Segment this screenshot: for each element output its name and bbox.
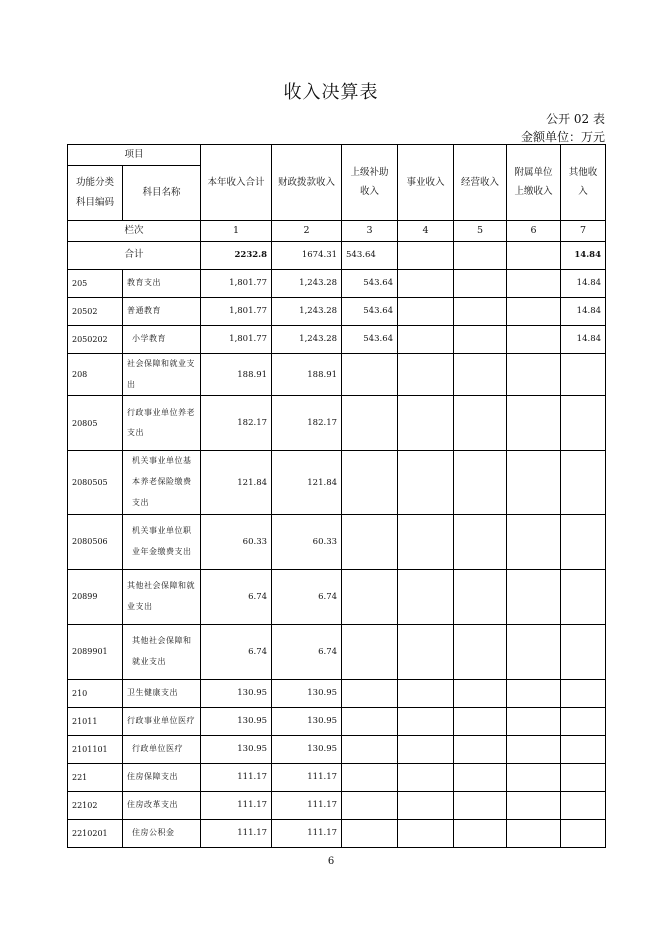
other-income-cell	[561, 396, 606, 451]
other-income-cell	[561, 569, 606, 624]
col-number-3: 3	[342, 220, 398, 241]
total-income-cell: 6.74	[201, 624, 272, 679]
affiliated-income-cell	[507, 396, 561, 451]
subject-name: 住房改革支出	[123, 791, 201, 819]
total-row	[68, 241, 606, 269]
operating-income-cell	[454, 763, 507, 791]
fiscal-income-cell: 121.84	[272, 451, 342, 514]
table-body	[68, 269, 606, 847]
other-income-cell	[561, 679, 606, 707]
affiliated-income-cell	[507, 791, 561, 819]
total-income-cell: 1,801.77	[201, 325, 272, 353]
affiliated-income-cell	[507, 763, 561, 791]
subject-name: 小学教育	[123, 325, 201, 353]
affiliated-income-cell	[507, 624, 561, 679]
business-income-cell	[398, 297, 454, 325]
subject-name: 住房公积金	[123, 819, 201, 847]
operating-income-cell	[454, 297, 507, 325]
business-income-cell	[398, 679, 454, 707]
subject-name: 机关事业单位基本养老保险缴费支出	[123, 451, 201, 514]
total-label: 合计	[68, 241, 201, 269]
fiscal-income-cell: 60.33	[272, 514, 342, 569]
fiscal-income-cell: 182.17	[272, 396, 342, 451]
page-number: 6	[327, 856, 335, 867]
other-income-cell: 14.84	[561, 297, 606, 325]
business-income-cell	[398, 269, 454, 297]
subject-name: 社会保障和就业支出	[123, 353, 201, 396]
subject-name: 卫生健康支出	[123, 679, 201, 707]
total-income-value: 2232.8	[201, 241, 272, 269]
header-func-code: 功能分类科目编码	[68, 165, 123, 220]
superior-subsidy-cell: 543.64	[342, 269, 398, 297]
col-number-5: 5	[454, 220, 507, 241]
affiliated-income-cell	[507, 569, 561, 624]
total-fiscal-value: 1674.31	[272, 241, 342, 269]
superior-subsidy-cell	[342, 791, 398, 819]
superior-subsidy-cell	[342, 819, 398, 847]
table-row	[68, 269, 606, 297]
superior-subsidy-cell	[342, 451, 398, 514]
other-income-cell	[561, 514, 606, 569]
subject-code: 20502	[68, 297, 123, 325]
table-row	[68, 707, 606, 735]
subject-code: 2080505	[68, 451, 123, 514]
header-affiliated-income: 附属单位上缴收入	[507, 145, 561, 221]
fiscal-income-cell: 188.91	[272, 353, 342, 396]
superior-subsidy-cell	[342, 569, 398, 624]
currency-unit: 金额单位：万元	[520, 130, 605, 144]
table-row	[68, 325, 606, 353]
subject-name: 其他社会保障和就业支出	[123, 569, 201, 624]
operating-income-cell	[454, 707, 507, 735]
col-number-1: 1	[201, 220, 272, 241]
fiscal-income-cell: 111.17	[272, 763, 342, 791]
other-income-cell	[561, 624, 606, 679]
total-other-value: 14.84	[561, 241, 606, 269]
superior-subsidy-cell	[342, 707, 398, 735]
total-income-cell: 188.91	[201, 353, 272, 396]
subject-code: 210	[68, 679, 123, 707]
superior-subsidy-cell	[342, 353, 398, 396]
header-project: 项目	[68, 145, 201, 166]
table-number: 公开 02 表	[546, 112, 605, 126]
superior-subsidy-cell	[342, 624, 398, 679]
table-row	[68, 514, 606, 569]
header-business-income: 事业收入	[398, 145, 454, 221]
business-income-cell	[398, 325, 454, 353]
subject-code: 20899	[68, 569, 123, 624]
col-number-2: 2	[272, 220, 342, 241]
business-income-cell	[398, 569, 454, 624]
total-income-cell: 111.17	[201, 791, 272, 819]
subject-code: 208	[68, 353, 123, 396]
col-number-4: 4	[398, 220, 454, 241]
total-business-value	[398, 241, 454, 269]
subject-name: 普通教育	[123, 297, 201, 325]
other-income-cell	[561, 353, 606, 396]
subject-code: 221	[68, 763, 123, 791]
operating-income-cell	[454, 353, 507, 396]
subject-code: 21011	[68, 707, 123, 735]
table-row	[68, 353, 606, 396]
fiscal-income-cell: 1,243.28	[272, 297, 342, 325]
fiscal-income-cell: 6.74	[272, 624, 342, 679]
affiliated-income-cell	[507, 353, 561, 396]
table-row	[68, 569, 606, 624]
other-income-cell	[561, 735, 606, 763]
superior-subsidy-cell	[342, 396, 398, 451]
table-row	[68, 451, 606, 514]
fiscal-income-cell: 130.95	[272, 679, 342, 707]
total-operating-value	[454, 241, 507, 269]
subject-code: 22102	[68, 791, 123, 819]
total-income-cell: 130.95	[201, 707, 272, 735]
fiscal-income-cell: 111.17	[272, 791, 342, 819]
fiscal-income-cell: 130.95	[272, 735, 342, 763]
total-superior-value: 543.64	[342, 241, 398, 269]
total-income-cell: 130.95	[201, 735, 272, 763]
affiliated-income-cell	[507, 514, 561, 569]
other-income-cell: 14.84	[561, 269, 606, 297]
fiscal-income-cell: 6.74	[272, 569, 342, 624]
business-income-cell	[398, 791, 454, 819]
fiscal-income-cell: 130.95	[272, 707, 342, 735]
operating-income-cell	[454, 819, 507, 847]
operating-income-cell	[454, 269, 507, 297]
subject-code: 20805	[68, 396, 123, 451]
table-row	[68, 791, 606, 819]
superior-subsidy-cell: 543.64	[342, 297, 398, 325]
header-subject-name: 科目名称	[123, 165, 201, 220]
subject-code: 2050202	[68, 325, 123, 353]
other-income-cell	[561, 763, 606, 791]
affiliated-income-cell	[507, 269, 561, 297]
header-superior-subsidy: 上级补助收入	[342, 145, 398, 221]
table-row	[68, 297, 606, 325]
affiliated-income-cell	[507, 707, 561, 735]
total-income-cell: 182.17	[201, 396, 272, 451]
total-income-cell: 111.17	[201, 819, 272, 847]
fiscal-income-cell: 111.17	[272, 819, 342, 847]
business-income-cell	[398, 707, 454, 735]
operating-income-cell	[454, 451, 507, 514]
other-income-cell	[561, 707, 606, 735]
table-row	[68, 763, 606, 791]
operating-income-cell	[454, 569, 507, 624]
operating-income-cell	[454, 679, 507, 707]
superior-subsidy-cell: 543.64	[342, 325, 398, 353]
business-income-cell	[398, 624, 454, 679]
subject-code: 205	[68, 269, 123, 297]
business-income-cell	[398, 763, 454, 791]
income-statement-table	[67, 144, 606, 848]
business-income-cell	[398, 353, 454, 396]
subject-code: 2101101	[68, 735, 123, 763]
superior-subsidy-cell	[342, 763, 398, 791]
header-fiscal-income: 财政拨款收入	[272, 145, 342, 221]
subject-name: 教育支出	[123, 269, 201, 297]
business-income-cell	[398, 451, 454, 514]
business-income-cell	[398, 396, 454, 451]
fiscal-income-cell: 1,243.28	[272, 325, 342, 353]
superior-subsidy-cell	[342, 735, 398, 763]
business-income-cell	[398, 514, 454, 569]
total-affiliated-value	[507, 241, 561, 269]
total-income-cell: 1,801.77	[201, 269, 272, 297]
other-income-cell	[561, 791, 606, 819]
table-row	[68, 819, 606, 847]
table-row	[68, 735, 606, 763]
total-income-cell: 121.84	[201, 451, 272, 514]
other-income-cell	[561, 819, 606, 847]
fiscal-income-cell: 1,243.28	[272, 269, 342, 297]
operating-income-cell	[454, 735, 507, 763]
subject-name: 机关事业单位职业年金缴费支出	[123, 514, 201, 569]
subject-code: 2089901	[68, 624, 123, 679]
total-income-cell: 6.74	[201, 569, 272, 624]
affiliated-income-cell	[507, 735, 561, 763]
business-income-cell	[398, 735, 454, 763]
table-row	[68, 396, 606, 451]
total-income-cell: 1,801.77	[201, 297, 272, 325]
page-title: 收入决算表	[283, 82, 379, 103]
header-other-income: 其他收入	[561, 145, 606, 221]
column-number-row	[68, 220, 606, 241]
col-number-7: 7	[561, 220, 606, 241]
total-income-cell: 130.95	[201, 679, 272, 707]
subject-name: 行政单位医疗	[123, 735, 201, 763]
other-income-cell	[561, 451, 606, 514]
subject-name: 住房保障支出	[123, 763, 201, 791]
affiliated-income-cell	[507, 297, 561, 325]
operating-income-cell	[454, 325, 507, 353]
operating-income-cell	[454, 396, 507, 451]
header-operating-income: 经营收入	[454, 145, 507, 221]
header-row-project	[68, 145, 606, 166]
operating-income-cell	[454, 624, 507, 679]
other-income-cell: 14.84	[561, 325, 606, 353]
affiliated-income-cell	[507, 819, 561, 847]
affiliated-income-cell	[507, 451, 561, 514]
subject-code: 2080506	[68, 514, 123, 569]
col-number-6: 6	[507, 220, 561, 241]
header-total-income: 本年收入合计	[201, 145, 272, 221]
total-income-cell: 60.33	[201, 514, 272, 569]
table-row	[68, 624, 606, 679]
header-lanci: 栏次	[68, 220, 201, 241]
operating-income-cell	[454, 791, 507, 819]
table-row	[68, 679, 606, 707]
affiliated-income-cell	[507, 325, 561, 353]
total-income-cell: 111.17	[201, 763, 272, 791]
subject-name: 行政事业单位医疗	[123, 707, 201, 735]
business-income-cell	[398, 819, 454, 847]
subject-name: 其他社会保障和就业支出	[123, 624, 201, 679]
subject-code: 2210201	[68, 819, 123, 847]
subject-name: 行政事业单位养老支出	[123, 396, 201, 451]
superior-subsidy-cell	[342, 514, 398, 569]
affiliated-income-cell	[507, 679, 561, 707]
operating-income-cell	[454, 514, 507, 569]
superior-subsidy-cell	[342, 679, 398, 707]
